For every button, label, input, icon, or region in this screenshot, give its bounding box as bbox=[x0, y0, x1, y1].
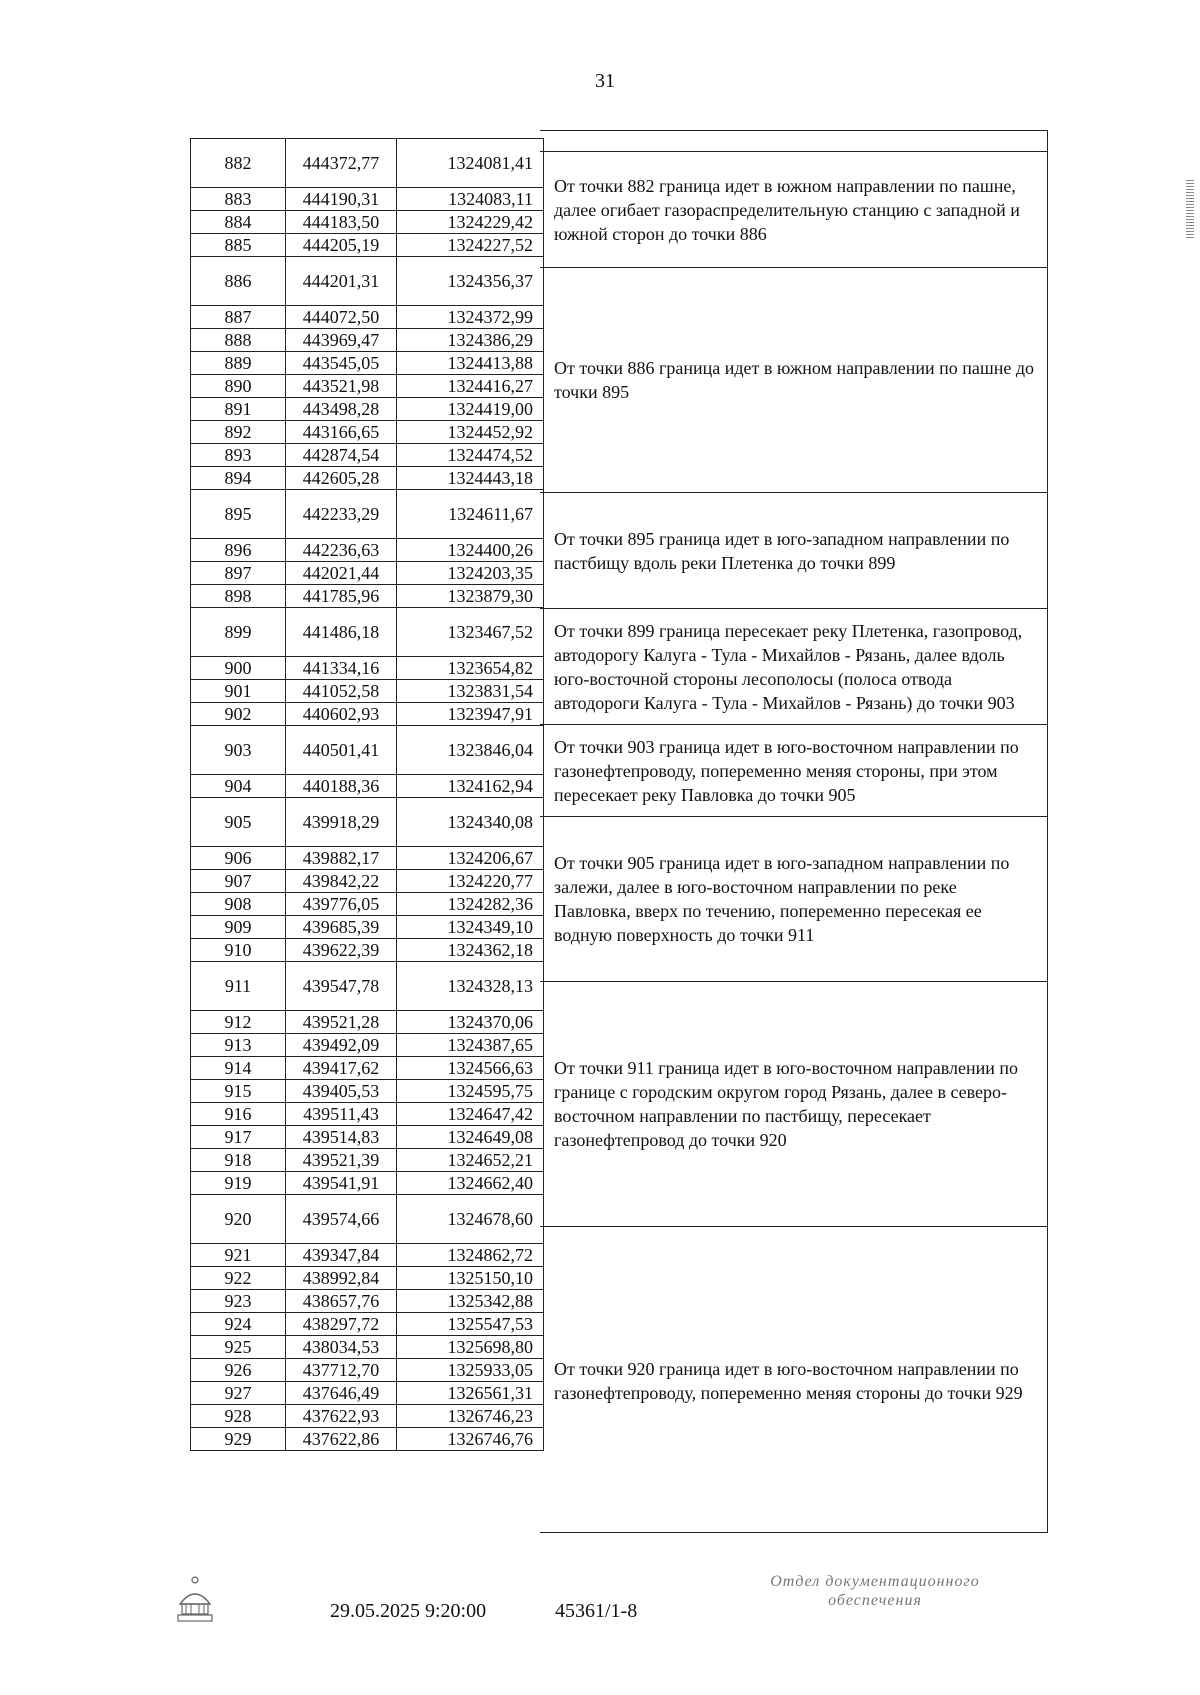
y-coordinate-cell: 1325933,05 bbox=[397, 1359, 544, 1382]
table-row bbox=[191, 916, 544, 939]
point-number-cell: 927 bbox=[191, 1382, 286, 1405]
scan-edge-marks bbox=[1186, 180, 1194, 240]
point-number-cell: 891 bbox=[191, 398, 286, 421]
y-coordinate-cell: 1324647,42 bbox=[397, 1103, 544, 1126]
y-coordinate-cell: 1324162,94 bbox=[397, 775, 544, 798]
y-coordinate-cell: 1324328,13 bbox=[397, 962, 544, 1011]
y-coordinate-cell: 1324386,29 bbox=[397, 329, 544, 352]
y-coordinate-cell: 1324081,41 bbox=[397, 139, 544, 188]
table-row bbox=[191, 188, 544, 211]
x-coordinate-cell: 439521,28 bbox=[286, 1011, 397, 1034]
x-coordinate-cell: 438034,53 bbox=[286, 1336, 397, 1359]
y-coordinate-cell: 1325150,10 bbox=[397, 1267, 544, 1290]
x-coordinate-cell: 440501,41 bbox=[286, 726, 397, 775]
x-coordinate-cell: 439842,22 bbox=[286, 870, 397, 893]
point-number-cell: 913 bbox=[191, 1034, 286, 1057]
x-coordinate-cell: 442236,63 bbox=[286, 539, 397, 562]
y-coordinate-cell: 1324227,52 bbox=[397, 234, 544, 257]
y-coordinate-cell: 1324662,40 bbox=[397, 1172, 544, 1195]
description-block bbox=[540, 151, 1047, 267]
table-row bbox=[191, 657, 544, 680]
table-row bbox=[191, 1405, 544, 1428]
table-row bbox=[191, 1359, 544, 1382]
point-number-cell: 910 bbox=[191, 939, 286, 962]
stamp-line: Отдел документационного bbox=[770, 1573, 980, 1590]
table-row bbox=[191, 1172, 544, 1195]
x-coordinate-cell: 443521,98 bbox=[286, 375, 397, 398]
point-number-cell: 929 bbox=[191, 1428, 286, 1451]
y-coordinate-cell: 1323654,82 bbox=[397, 657, 544, 680]
y-coordinate-cell: 1324474,52 bbox=[397, 444, 544, 467]
table-row bbox=[191, 352, 544, 375]
point-number-cell: 911 bbox=[191, 962, 286, 1011]
point-number-cell: 907 bbox=[191, 870, 286, 893]
y-coordinate-cell: 1326561,31 bbox=[397, 1382, 544, 1405]
table-row bbox=[191, 444, 544, 467]
y-coordinate-cell: 1326746,23 bbox=[397, 1405, 544, 1428]
y-coordinate-cell: 1324611,67 bbox=[397, 490, 544, 539]
table-row bbox=[191, 775, 544, 798]
point-number-cell: 922 bbox=[191, 1267, 286, 1290]
point-number-cell: 924 bbox=[191, 1313, 286, 1336]
x-coordinate-cell: 442874,54 bbox=[286, 444, 397, 467]
point-number-cell: 914 bbox=[191, 1057, 286, 1080]
point-number-cell: 920 bbox=[191, 1195, 286, 1244]
table-row bbox=[191, 329, 544, 352]
y-coordinate-cell: 1326746,76 bbox=[397, 1428, 544, 1451]
x-coordinate-cell: 441334,16 bbox=[286, 657, 397, 680]
table-row bbox=[191, 893, 544, 916]
table-row bbox=[191, 490, 544, 539]
table-row bbox=[191, 962, 544, 1011]
table-row bbox=[191, 539, 544, 562]
description-text: От точки 882 граница идет в южном направлении по пашне, далее огибает газораспределительную станцию с западной и южной сторон до точки 886 bbox=[554, 175, 1020, 244]
point-number-cell: 889 bbox=[191, 352, 286, 375]
table-row bbox=[191, 1313, 544, 1336]
y-coordinate-cell: 1324356,37 bbox=[397, 257, 544, 306]
point-number-cell: 928 bbox=[191, 1405, 286, 1428]
footer-doc-number: 45361/1-8 bbox=[555, 1600, 638, 1622]
y-coordinate-cell: 1324370,06 bbox=[397, 1011, 544, 1034]
description-block bbox=[540, 608, 1047, 724]
x-coordinate-cell: 444183,50 bbox=[286, 211, 397, 234]
x-coordinate-cell: 444201,31 bbox=[286, 257, 397, 306]
table-row bbox=[191, 870, 544, 893]
y-coordinate-cell: 1323846,04 bbox=[397, 726, 544, 775]
x-coordinate-cell: 439918,29 bbox=[286, 798, 397, 847]
y-coordinate-cell: 1324387,65 bbox=[397, 1034, 544, 1057]
page-number: 31 bbox=[595, 70, 615, 92]
x-coordinate-cell: 439514,83 bbox=[286, 1126, 397, 1149]
x-coordinate-cell: 437646,49 bbox=[286, 1382, 397, 1405]
y-coordinate-cell: 1325698,80 bbox=[397, 1336, 544, 1359]
table-row bbox=[191, 608, 544, 657]
x-coordinate-cell: 442233,29 bbox=[286, 490, 397, 539]
descriptions-column bbox=[540, 130, 1048, 1533]
y-coordinate-cell: 1324652,21 bbox=[397, 1149, 544, 1172]
x-coordinate-cell: 439541,91 bbox=[286, 1172, 397, 1195]
point-number-cell: 908 bbox=[191, 893, 286, 916]
point-number-cell: 885 bbox=[191, 234, 286, 257]
table-row bbox=[191, 1244, 544, 1267]
y-coordinate-cell: 1324595,75 bbox=[397, 1080, 544, 1103]
x-coordinate-cell: 439521,39 bbox=[286, 1149, 397, 1172]
x-coordinate-cell: 443166,65 bbox=[286, 421, 397, 444]
table-row bbox=[191, 234, 544, 257]
table-row bbox=[191, 306, 544, 329]
x-coordinate-cell: 441052,58 bbox=[286, 680, 397, 703]
table-row bbox=[191, 703, 544, 726]
y-coordinate-cell: 1324229,42 bbox=[397, 211, 544, 234]
point-number-cell: 901 bbox=[191, 680, 286, 703]
y-coordinate-cell: 1325547,53 bbox=[397, 1313, 544, 1336]
x-coordinate-cell: 441486,18 bbox=[286, 608, 397, 657]
point-number-cell: 926 bbox=[191, 1359, 286, 1382]
table-row bbox=[191, 257, 544, 306]
table-row bbox=[191, 467, 544, 490]
table-row bbox=[191, 798, 544, 847]
description-text: От точки 895 граница идет в юго-западном направлении по пастбищу вдоль реки Плетенка до точки 899 bbox=[554, 528, 1010, 573]
table-row bbox=[191, 398, 544, 421]
y-coordinate-cell: 1324452,92 bbox=[397, 421, 544, 444]
x-coordinate-cell: 437622,86 bbox=[286, 1428, 397, 1451]
y-coordinate-cell: 1324372,99 bbox=[397, 306, 544, 329]
x-coordinate-cell: 442605,28 bbox=[286, 467, 397, 490]
y-coordinate-cell: 1323879,30 bbox=[397, 585, 544, 608]
table-row bbox=[191, 1080, 544, 1103]
stamp-line: обеспечения bbox=[828, 1592, 922, 1609]
description-text: От точки 905 граница идет в юго-западном направлении по залежи, далее в юго-восточном направлении по реке Павловка, вверх по течению, попеременно пересекая ее водную поверхность до точки 911 bbox=[554, 853, 1010, 945]
point-number-cell: 919 bbox=[191, 1172, 286, 1195]
y-coordinate-cell: 1324206,67 bbox=[397, 847, 544, 870]
point-number-cell: 915 bbox=[191, 1080, 286, 1103]
x-coordinate-cell: 438657,76 bbox=[286, 1290, 397, 1313]
description-block bbox=[540, 724, 1047, 816]
description-block bbox=[540, 816, 1047, 981]
y-coordinate-cell: 1324340,08 bbox=[397, 798, 544, 847]
table-row bbox=[191, 1267, 544, 1290]
table-row bbox=[191, 680, 544, 703]
table-row bbox=[191, 1126, 544, 1149]
department-stamp bbox=[710, 1572, 1040, 1610]
emblem-logo bbox=[172, 1574, 218, 1626]
table-row bbox=[191, 1034, 544, 1057]
table-row bbox=[191, 726, 544, 775]
point-number-cell: 890 bbox=[191, 375, 286, 398]
point-number-cell: 900 bbox=[191, 657, 286, 680]
x-coordinate-cell: 438297,72 bbox=[286, 1313, 397, 1336]
description-block bbox=[540, 1226, 1047, 1534]
point-number-cell: 892 bbox=[191, 421, 286, 444]
y-coordinate-cell: 1324282,36 bbox=[397, 893, 544, 916]
table-row bbox=[191, 562, 544, 585]
point-number-cell: 888 bbox=[191, 329, 286, 352]
point-number-cell: 898 bbox=[191, 585, 286, 608]
table-row bbox=[191, 939, 544, 962]
y-coordinate-cell: 1324419,00 bbox=[397, 398, 544, 421]
point-number-cell: 884 bbox=[191, 211, 286, 234]
table-row bbox=[191, 139, 544, 188]
y-coordinate-cell: 1324862,72 bbox=[397, 1244, 544, 1267]
x-coordinate-cell: 441785,96 bbox=[286, 585, 397, 608]
x-coordinate-cell: 439547,78 bbox=[286, 962, 397, 1011]
y-coordinate-cell: 1324649,08 bbox=[397, 1126, 544, 1149]
point-number-cell: 909 bbox=[191, 916, 286, 939]
point-number-cell: 912 bbox=[191, 1011, 286, 1034]
y-coordinate-cell: 1324416,27 bbox=[397, 375, 544, 398]
y-coordinate-cell: 1323947,91 bbox=[397, 703, 544, 726]
x-coordinate-cell: 439882,17 bbox=[286, 847, 397, 870]
point-number-cell: 897 bbox=[191, 562, 286, 585]
y-coordinate-cell: 1324220,77 bbox=[397, 870, 544, 893]
point-number-cell: 896 bbox=[191, 539, 286, 562]
y-coordinate-cell: 1324362,18 bbox=[397, 939, 544, 962]
point-number-cell: 918 bbox=[191, 1149, 286, 1172]
point-number-cell: 902 bbox=[191, 703, 286, 726]
table-row bbox=[191, 1149, 544, 1172]
description-text: От точки 911 граница идет в юго-восточном направлении по границе с городским округом город Рязань, далее в северо-восточном направлении по пастбищу, пересекает газонефтепровод до точки 920 bbox=[554, 1058, 1019, 1150]
y-coordinate-cell: 1325342,88 bbox=[397, 1290, 544, 1313]
point-number-cell: 893 bbox=[191, 444, 286, 467]
footer-datetime: 29.05.2025 9:20:00 bbox=[330, 1600, 487, 1622]
table-row bbox=[191, 1103, 544, 1126]
description-block bbox=[540, 981, 1047, 1226]
x-coordinate-cell: 440188,36 bbox=[286, 775, 397, 798]
point-number-cell: 903 bbox=[191, 726, 286, 775]
y-coordinate-cell: 1324678,60 bbox=[397, 1195, 544, 1244]
point-number-cell: 905 bbox=[191, 798, 286, 847]
table-row bbox=[191, 1428, 544, 1451]
y-coordinate-cell: 1324413,88 bbox=[397, 352, 544, 375]
x-coordinate-cell: 439492,09 bbox=[286, 1034, 397, 1057]
point-number-cell: 921 bbox=[191, 1244, 286, 1267]
x-coordinate-cell: 437622,93 bbox=[286, 1405, 397, 1428]
y-coordinate-cell: 1324566,63 bbox=[397, 1057, 544, 1080]
point-number-cell: 925 bbox=[191, 1336, 286, 1359]
table-row bbox=[191, 211, 544, 234]
x-coordinate-cell: 440602,93 bbox=[286, 703, 397, 726]
table-row bbox=[191, 421, 544, 444]
x-coordinate-cell: 444072,50 bbox=[286, 306, 397, 329]
x-coordinate-cell: 439685,39 bbox=[286, 916, 397, 939]
point-number-cell: 882 bbox=[191, 139, 286, 188]
x-coordinate-cell: 442021,44 bbox=[286, 562, 397, 585]
point-number-cell: 886 bbox=[191, 257, 286, 306]
table-row bbox=[191, 1057, 544, 1080]
table-row bbox=[191, 1382, 544, 1405]
x-coordinate-cell: 444190,31 bbox=[286, 188, 397, 211]
point-number-cell: 883 bbox=[191, 188, 286, 211]
table-row bbox=[191, 1011, 544, 1034]
y-coordinate-cell: 1324083,11 bbox=[397, 188, 544, 211]
y-coordinate-cell: 1323467,52 bbox=[397, 608, 544, 657]
coordinates-table bbox=[190, 138, 544, 1451]
y-coordinate-cell: 1323831,54 bbox=[397, 680, 544, 703]
x-coordinate-cell: 439417,62 bbox=[286, 1057, 397, 1080]
x-coordinate-cell: 439511,43 bbox=[286, 1103, 397, 1126]
x-coordinate-cell: 444205,19 bbox=[286, 234, 397, 257]
point-number-cell: 923 bbox=[191, 1290, 286, 1313]
table-row bbox=[191, 585, 544, 608]
y-coordinate-cell: 1324203,35 bbox=[397, 562, 544, 585]
description-text: От точки 886 граница идет в южном направлении по пашне до точки 895 bbox=[554, 358, 1035, 402]
description-block bbox=[540, 267, 1047, 492]
table-row bbox=[191, 375, 544, 398]
table-row bbox=[191, 1290, 544, 1313]
point-number-cell: 904 bbox=[191, 775, 286, 798]
point-number-cell: 917 bbox=[191, 1126, 286, 1149]
table-row bbox=[191, 1195, 544, 1244]
x-coordinate-cell: 443545,05 bbox=[286, 352, 397, 375]
description-block bbox=[540, 492, 1047, 608]
point-number-cell: 916 bbox=[191, 1103, 286, 1126]
x-coordinate-cell: 439347,84 bbox=[286, 1244, 397, 1267]
description-text: От точки 903 граница идет в юго-восточном направлении по газонефтепроводу, попеременно меняя стороны, при этом пересекает реку Павловка до точки 905 bbox=[554, 736, 1019, 805]
y-coordinate-cell: 1324443,18 bbox=[397, 467, 544, 490]
x-coordinate-cell: 439622,39 bbox=[286, 939, 397, 962]
description-text: От точки 899 граница пересекает реку Плетенка, газопровод, автодорогу Калуга - Тула - Михайлов - Рязань, далее вдоль юго-восточной стороны лесополосы (полоса отвода автодороги Калуга - Тула - Михайлов - Рязань) до точки 903 bbox=[554, 620, 1023, 713]
y-coordinate-cell: 1324400,26 bbox=[397, 539, 544, 562]
x-coordinate-cell: 438992,84 bbox=[286, 1267, 397, 1290]
table-row bbox=[191, 1336, 544, 1359]
table-row bbox=[191, 847, 544, 870]
point-number-cell: 906 bbox=[191, 847, 286, 870]
x-coordinate-cell: 439405,53 bbox=[286, 1080, 397, 1103]
x-coordinate-cell: 444372,77 bbox=[286, 139, 397, 188]
y-coordinate-cell: 1324349,10 bbox=[397, 916, 544, 939]
x-coordinate-cell: 439776,05 bbox=[286, 893, 397, 916]
description-text: От точки 920 граница идет в юго-восточном направлении по газонефтепроводу, попеременно меняя стороны до точки 929 bbox=[554, 1358, 1023, 1403]
x-coordinate-cell: 443969,47 bbox=[286, 329, 397, 352]
x-coordinate-cell: 439574,66 bbox=[286, 1195, 397, 1244]
point-number-cell: 894 bbox=[191, 467, 286, 490]
point-number-cell: 887 bbox=[191, 306, 286, 329]
point-number-cell: 895 bbox=[191, 490, 286, 539]
x-coordinate-cell: 443498,28 bbox=[286, 398, 397, 421]
x-coordinate-cell: 437712,70 bbox=[286, 1359, 397, 1382]
point-number-cell: 899 bbox=[191, 608, 286, 657]
